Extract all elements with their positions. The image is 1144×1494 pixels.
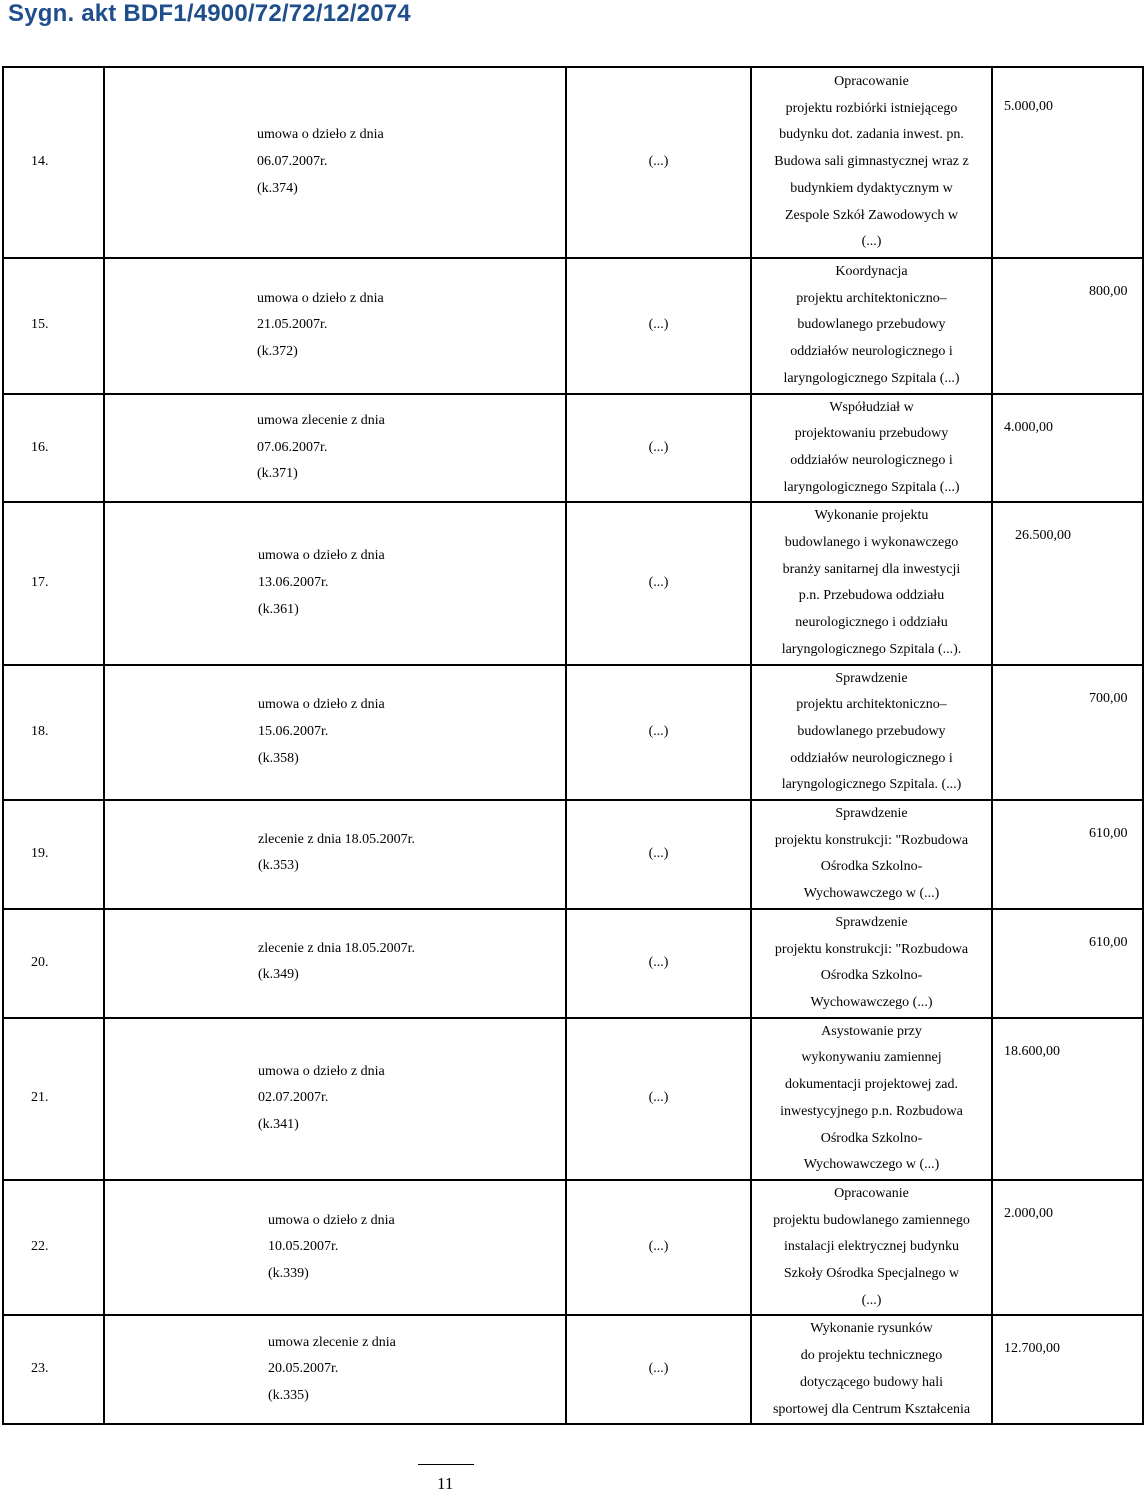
- contract-document-line: umowa o dzieło z dnia: [258, 1063, 385, 1079]
- amount-cell: [992, 258, 1143, 394]
- contract-document-line: zlecenie z dnia 18.05.2007r.: [258, 831, 416, 847]
- amount-value: 5.000,00: [1004, 99, 1053, 114]
- work-description-line: dokumentacji projektowej zad.: [785, 1077, 958, 1093]
- work-description-cell: [751, 394, 992, 503]
- contractor-cell: (...): [566, 800, 751, 909]
- page-number: 11: [437, 1474, 454, 1493]
- contract-document-line: umowa zlecenie z dnia: [268, 1334, 396, 1350]
- contracts-table: [2, 66, 1144, 1425]
- amount-cell: [992, 665, 1143, 801]
- row-number: 14.: [3, 67, 104, 258]
- amount-wrapper: [993, 1181, 1142, 1310]
- work-description-line: p.n. Przebudowa oddziału: [798, 588, 945, 604]
- amount-wrapper: [993, 503, 1142, 659]
- contract-document-line: (k.374): [257, 180, 298, 196]
- row-number: 22.: [3, 1180, 104, 1316]
- work-description-line: budowlanego przebudowy: [797, 317, 946, 333]
- work-description-line: budowlanego i wykonawczego: [784, 535, 959, 551]
- amount-wrapper: [993, 801, 1142, 904]
- contractor-cell: (...): [566, 67, 751, 258]
- table-row: [3, 394, 1143, 503]
- row-number: 18.: [3, 665, 104, 801]
- work-description-line: oddziałów neurologicznego i: [790, 750, 953, 766]
- row-number: 19.: [3, 800, 104, 909]
- work-description-line: projektu budowlanego zamiennego: [773, 1212, 970, 1228]
- amount-wrapper: [993, 910, 1142, 1012]
- contractor-cell: (...): [566, 1018, 751, 1180]
- amount-value: 2.000,00: [1004, 1205, 1053, 1221]
- work-description-line: Opracowanie: [834, 74, 909, 90]
- work-description-cell: [751, 1180, 992, 1316]
- work-description-line: laryngologicznego Szpitala (...): [783, 370, 960, 386]
- amount-value: 4.000,00: [1004, 419, 1053, 435]
- table-row: [3, 1018, 1143, 1180]
- table-row: [3, 67, 1143, 258]
- contract-document-line: (k.371): [257, 466, 298, 482]
- contractor-cell: (...): [566, 1315, 751, 1424]
- amount-value: 12.700,00: [1004, 1341, 1060, 1357]
- contract-document-line: 02.07.2007r.: [258, 1090, 329, 1106]
- work-description-line: oddziałów neurologicznego i: [790, 452, 953, 468]
- contract-document-line: (k.353): [258, 858, 299, 874]
- contract-document-line: (k.372): [257, 344, 298, 360]
- work-description-line: Współudział w: [829, 399, 914, 415]
- work-description-cell: [751, 800, 992, 909]
- contract-document-line: 20.05.2007r.: [268, 1361, 339, 1377]
- work-description-line: sportowej dla Centrum Kształcenia: [772, 1401, 971, 1417]
- work-description-line: Sprawdzenie: [835, 670, 908, 686]
- work-description-line: projektowaniu przebudowy: [794, 426, 949, 442]
- amount-value: 610,00: [1089, 934, 1128, 950]
- contract-document-line: 06.07.2007r.: [257, 154, 328, 170]
- work-description-line: Budowa sali gimnastycznej wraz z: [774, 154, 969, 170]
- amount-value: 610,00: [1089, 826, 1128, 842]
- contract-document-cell: [104, 908, 566, 1017]
- work-description-cell: [751, 1315, 992, 1424]
- work-description-cell: [751, 502, 992, 664]
- work-description-line: laryngologicznego Szpitala. (...): [781, 777, 962, 793]
- work-description-line: Wykonanie rysunków: [810, 1321, 933, 1337]
- work-description-line: (...): [861, 1292, 882, 1308]
- table-row: [3, 502, 1143, 664]
- amount-wrapper: [993, 259, 1142, 388]
- contract-document-cell: [104, 799, 566, 908]
- amount-wrapper: [993, 1316, 1142, 1418]
- contract-document-line: 15.06.2007r.: [258, 723, 329, 739]
- contractor-cell: (...): [566, 909, 751, 1018]
- work-description-line: Ośrodka Szkolno-: [820, 859, 923, 875]
- work-description-line: Ośrodka Szkolno-: [820, 1130, 923, 1146]
- table-row: [3, 1315, 1143, 1424]
- document-header: Sygn. akt BDF1/4900/72/72/12/2074: [8, 0, 411, 27]
- amount-cell: [992, 1180, 1143, 1316]
- work-description-line: do projektu technicznego: [800, 1348, 943, 1364]
- work-description-cell: [751, 67, 992, 258]
- amount-wrapper: [993, 666, 1142, 795]
- amount-cell: [992, 1018, 1143, 1180]
- table-row: [3, 800, 1143, 909]
- amount-cell: [992, 909, 1143, 1018]
- work-description-line: instalacji elektrycznej budynku: [784, 1239, 959, 1255]
- table-row: [3, 258, 1143, 394]
- contracts-table-body: [3, 67, 1143, 1424]
- contract-document-line: umowa o dzieło z dnia: [258, 548, 385, 564]
- work-description-line: oddziałów neurologicznego i: [790, 344, 953, 360]
- work-description-line: dotyczącego budowy hali: [799, 1374, 944, 1390]
- work-description-line: projektu architektoniczno–: [796, 290, 947, 306]
- work-description-line: Sprawdzenie: [835, 914, 908, 930]
- contractor-cell: (...): [566, 394, 751, 503]
- table-row: [3, 1180, 1143, 1316]
- work-description-line: projektu architektoniczno–: [796, 697, 947, 713]
- work-description-cell: [751, 1018, 992, 1180]
- contract-document-line: (k.361): [258, 601, 299, 617]
- contract-document-cell: [104, 67, 566, 258]
- contract-document-line: (k.349): [258, 967, 299, 983]
- amount-value: 800,00: [1089, 284, 1128, 299]
- amount-wrapper: [993, 68, 1142, 255]
- work-description-line: Zespole Szkół Zawodowych w: [784, 207, 959, 223]
- work-description-line: inwestycyjnego p.n. Rozbudowa: [780, 1103, 963, 1119]
- work-description-line: budowlanego przebudowy: [797, 723, 946, 739]
- contract-document-line: zlecenie z dnia 18.05.2007r.: [258, 940, 416, 956]
- contractor-cell: (...): [566, 1180, 751, 1316]
- contract-document-line: umowa o dzieło z dnia: [258, 697, 385, 713]
- work-description-line: Koordynacja: [835, 264, 908, 279]
- work-description-line: Wychowawczego w (...): [803, 1157, 940, 1173]
- work-description-line: projektu konstrukcji: "Rozbudowa: [774, 832, 969, 848]
- work-description-cell: [751, 909, 992, 1018]
- contract-document-line: 10.05.2007r.: [268, 1239, 339, 1255]
- contract-document-line: umowa o dzieło z dnia: [257, 290, 384, 306]
- work-description-line: branży sanitarnej dla inwestycji: [782, 561, 961, 577]
- row-number: 17.: [3, 502, 104, 664]
- contract-document-cell: [104, 502, 566, 664]
- footer-divider: [418, 1464, 474, 1465]
- amount-value: 26.500,00: [1015, 528, 1071, 544]
- contract-document-cell: [104, 665, 566, 801]
- row-number: 15.: [3, 258, 104, 394]
- row-number: 20.: [3, 909, 104, 1018]
- contract-document-line: umowa o dzieło z dnia: [257, 127, 384, 143]
- amount-value: 700,00: [1089, 690, 1128, 706]
- work-description-line: Wychowawczego w (...): [803, 886, 940, 902]
- work-description-cell: [751, 258, 992, 394]
- work-description-line: Ośrodka Szkolno-: [820, 968, 923, 984]
- work-description-line: wykonywaniu zamiennej: [801, 1050, 942, 1066]
- work-description-line: budynku dot. zadania inwest. pn.: [779, 127, 964, 143]
- row-number: 21.: [3, 1018, 104, 1180]
- contract-document-line: (k.335): [268, 1388, 309, 1404]
- contract-document-line: umowa o dzieło z dnia: [268, 1212, 395, 1228]
- contract-document-line: umowa zlecenie z dnia: [257, 412, 385, 428]
- amount-cell: [992, 67, 1143, 258]
- amount-cell: [992, 1315, 1143, 1424]
- contractor-cell: (...): [566, 665, 751, 801]
- amount-cell: [992, 800, 1143, 909]
- contract-document-line: (k.358): [258, 750, 299, 766]
- work-description-line: Szkoły Ośrodka Specjalnego w: [783, 1266, 960, 1282]
- work-description-line: Wykonanie projektu: [814, 508, 929, 524]
- work-description-line: neurologicznego i oddziału: [795, 615, 948, 631]
- contract-document-line: (k.341): [258, 1117, 299, 1133]
- contract-document-line: 21.05.2007r.: [257, 317, 328, 333]
- amount-value: 18.600,00: [1004, 1043, 1060, 1059]
- row-number: 16.: [3, 394, 104, 503]
- row-number: 23.: [3, 1315, 104, 1424]
- contract-document-cell: [104, 394, 566, 503]
- contract-document-line: 13.06.2007r.: [258, 575, 329, 591]
- contractor-cell: (...): [566, 502, 751, 664]
- work-description-cell: [751, 665, 992, 801]
- table-row: [3, 665, 1143, 801]
- work-description-line: Wychowawczego (...): [810, 994, 933, 1010]
- amount-wrapper: [993, 395, 1142, 497]
- contract-document-cell: [104, 1018, 566, 1180]
- work-description-line: laryngologicznego Szpitala (...): [783, 479, 960, 495]
- work-description-line: budynkiem dydaktycznym w: [790, 180, 953, 196]
- contract-document-cell: [104, 1315, 566, 1424]
- contract-document-cell: [104, 258, 566, 394]
- amount-wrapper: [993, 1019, 1142, 1175]
- contract-document-line: 07.06.2007r.: [257, 439, 328, 455]
- table-row: [3, 909, 1143, 1018]
- contract-document-cell: [104, 1180, 566, 1316]
- contract-document-line: (k.339): [268, 1266, 309, 1282]
- work-description-line: Sprawdzenie: [835, 806, 908, 822]
- work-description-line: Opracowanie: [834, 1185, 909, 1201]
- work-description-line: (...): [861, 234, 882, 250]
- amount-cell: [992, 394, 1143, 503]
- contractor-cell: (...): [566, 258, 751, 394]
- work-description-line: Asystowanie przy: [821, 1023, 922, 1039]
- work-description-line: projektu rozbiórki istniejącego: [785, 100, 958, 116]
- amount-cell: [992, 502, 1143, 664]
- work-description-line: laryngologicznego Szpitala (...).: [781, 641, 962, 657]
- work-description-line: projektu konstrukcji: "Rozbudowa: [774, 941, 969, 957]
